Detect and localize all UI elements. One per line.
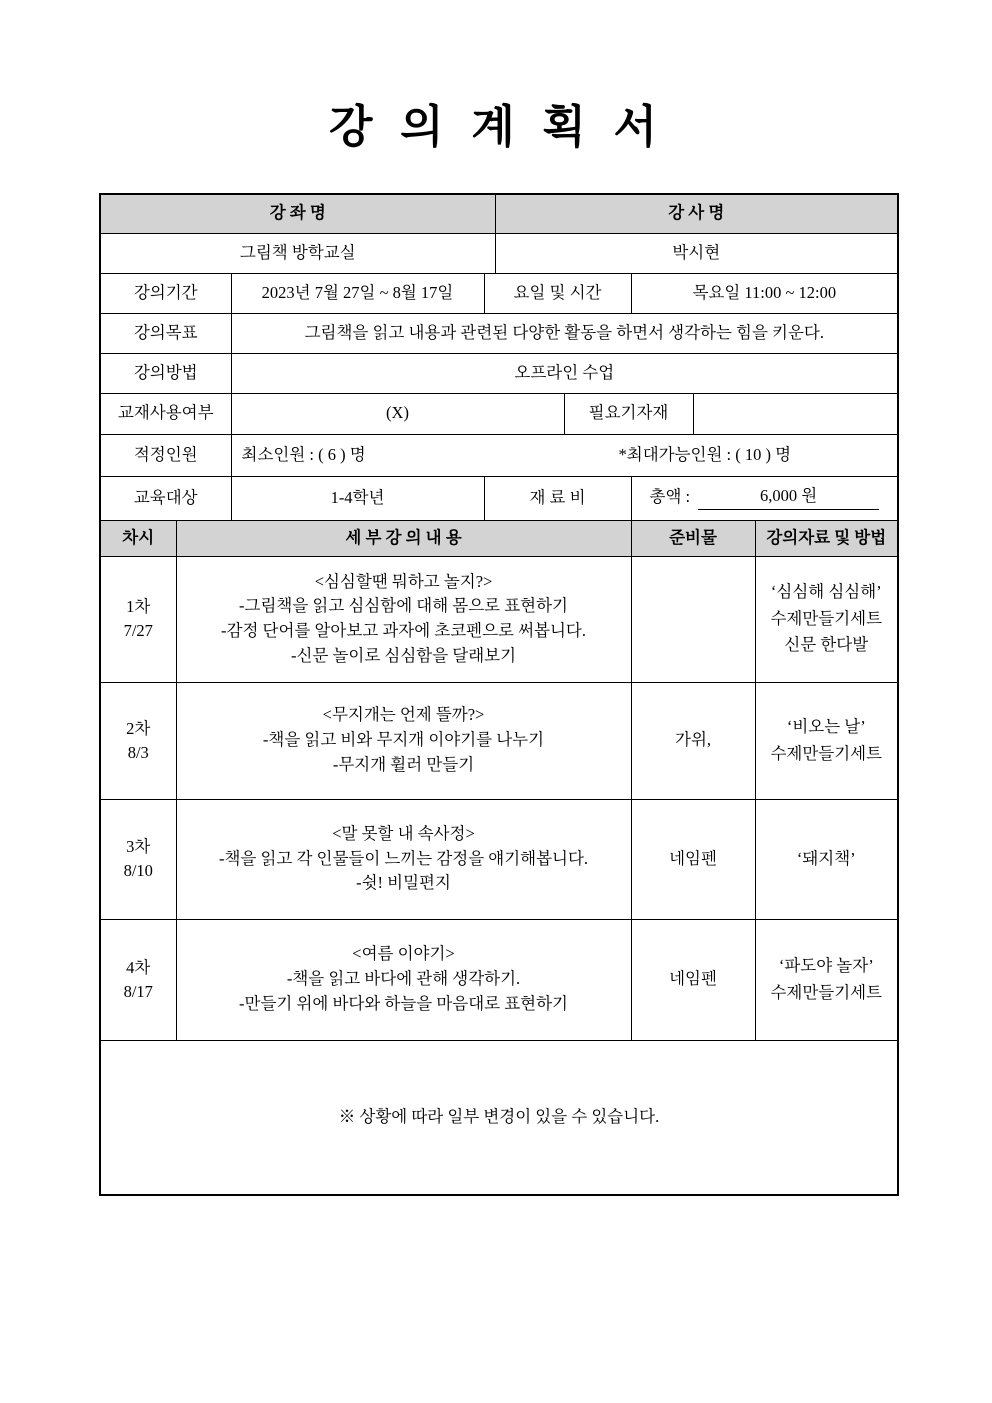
content-line: -쉿! 비밀편지 [356, 873, 451, 893]
session-header: 차시 [100, 520, 176, 556]
content-line: -책을 읽고 바다에 관해 생각하기. [286, 969, 521, 989]
header-row [100, 194, 898, 233]
session-date: 8/3 [127, 742, 149, 762]
resources-header: 강의자료 및 방법 [755, 520, 898, 556]
capacity-max: *최대가능인원 : ( 10 ) 명 [618, 444, 792, 464]
textbook-row [100, 393, 898, 434]
content-line: <무지개는 언제 뜰까?> [322, 705, 485, 725]
materials-cell: 네임펜 [631, 799, 755, 919]
resources-cell [755, 919, 898, 1040]
fee-total-value: 6,000 원 [698, 484, 879, 510]
resources-cell [755, 799, 898, 919]
content-line: -만들기 위에 바다와 하늘을 마음대로 표현하기 [239, 993, 568, 1013]
method-row [100, 353, 898, 393]
instructor-header: 강 사 명 [495, 194, 898, 233]
goal-value: 그림책을 읽고 내용과 관련된 다양한 활동을 하면서 생각하는 힘을 키운다. [231, 313, 898, 353]
fee-value-cell [631, 476, 898, 520]
daytime-value: 목요일 11:00 ~ 12:00 [631, 273, 898, 313]
period-value: 2023년 7월 27일 ~ 8월 17일 [231, 273, 484, 313]
content-line: -신문 놀이로 심심함을 달래보기 [290, 645, 517, 665]
equipment-value [693, 393, 898, 434]
materials-cell: 네임펜 [631, 919, 755, 1040]
resource-line: 수제만들기세트 [770, 743, 883, 763]
session-number: 4차 [126, 957, 151, 977]
materials-cell: 가위, [631, 682, 755, 799]
resource-line: ‘돼지책’ [796, 848, 856, 868]
resource-line: 신문 한다발 [784, 635, 869, 655]
instructor-value: 박시현 [495, 233, 898, 273]
resource-line: 수제만들기세트 [770, 982, 883, 1002]
session-cell [100, 799, 176, 919]
info-section [100, 194, 898, 556]
lecture-plan-table [99, 193, 899, 1196]
capacity-value [231, 434, 898, 476]
session-cell [100, 556, 176, 682]
resource-line: ‘비오는 날’ [786, 717, 866, 737]
goal-row [100, 313, 898, 353]
materials-cell [631, 556, 755, 682]
session-number: 2차 [126, 718, 151, 738]
content-line: <말 못할 내 속사정> [332, 823, 475, 843]
textbook-label: 교재사용여부 [100, 393, 231, 434]
daytime-label: 요일 및 시간 [484, 273, 631, 313]
target-value: 1-4학년 [231, 476, 484, 520]
fee-label: 재 료 비 [484, 476, 631, 520]
resource-line: ‘심심해 심심해’ [770, 582, 882, 602]
resource-line: ‘파도야 놀자’ [778, 956, 874, 976]
fee-total-label: 총액 : [649, 487, 691, 507]
schedule-header-row [100, 520, 898, 556]
name-row [100, 233, 898, 273]
capacity-label: 적정인원 [100, 434, 231, 476]
content-line: -감정 단어를 알아보고 과자에 초코펜으로 써봅니다. [221, 621, 586, 640]
session-number: 1차 [126, 597, 151, 617]
capacity-row [100, 434, 898, 476]
content-cell [176, 682, 631, 799]
page-title: 강 의 계 획 서 [328, 100, 664, 153]
session-date: 7/27 [123, 621, 153, 640]
note-section [100, 1040, 898, 1195]
schedule-row [100, 556, 898, 682]
target-row [100, 476, 898, 520]
period-row [100, 273, 898, 313]
course-name-header: 강 좌 명 [100, 194, 495, 233]
course-name-value: 그림책 방학교실 [100, 233, 495, 273]
content-cell [176, 556, 631, 682]
resource-line: 수제만들기세트 [770, 608, 883, 628]
schedule-row [100, 682, 898, 799]
session-number: 3차 [126, 837, 151, 857]
content-line: -그림책을 읽고 심심함에 대해 몸으로 표현하기 [239, 596, 568, 616]
equipment-label: 필요기자재 [564, 393, 693, 434]
content-line: -책을 읽고 비와 무지개 이야기를 나누기 [262, 730, 545, 750]
schedule-row [100, 799, 898, 919]
schedule-row [100, 919, 898, 1040]
resources-cell [755, 556, 898, 682]
resources-cell [755, 682, 898, 799]
session-cell [100, 682, 176, 799]
note-text: ※ 상황에 따라 일부 변경이 있을 수 있습니다. [100, 1040, 898, 1195]
method-value: 오프라인 수업 [231, 353, 898, 393]
session-date: 8/10 [123, 861, 153, 880]
textbook-value: (X) [231, 393, 564, 434]
capacity-min: 최소인원 : ( 6 ) 명 [241, 444, 366, 464]
schedule-section [100, 556, 898, 1040]
session-cell [100, 919, 176, 1040]
session-date: 8/17 [123, 981, 153, 1001]
period-label: 강의기간 [100, 273, 231, 313]
content-header: 세 부 강 의 내 용 [176, 520, 631, 556]
content-line: <여름 이야기> [352, 944, 455, 964]
method-label: 강의방법 [100, 353, 231, 393]
goal-label: 강의목표 [100, 313, 231, 353]
target-label: 교육대상 [100, 476, 231, 520]
note-row [100, 1040, 898, 1195]
content-cell [176, 919, 631, 1040]
content-line: -책을 읽고 각 인물들이 느끼는 감정을 얘기해봅니다. [218, 848, 589, 868]
content-line: <심심할땐 뭐하고 놀지?> [314, 571, 493, 591]
materials-header: 준비물 [631, 520, 755, 556]
content-line: -무지개 휠러 만들기 [332, 754, 475, 774]
content-cell [176, 799, 631, 919]
